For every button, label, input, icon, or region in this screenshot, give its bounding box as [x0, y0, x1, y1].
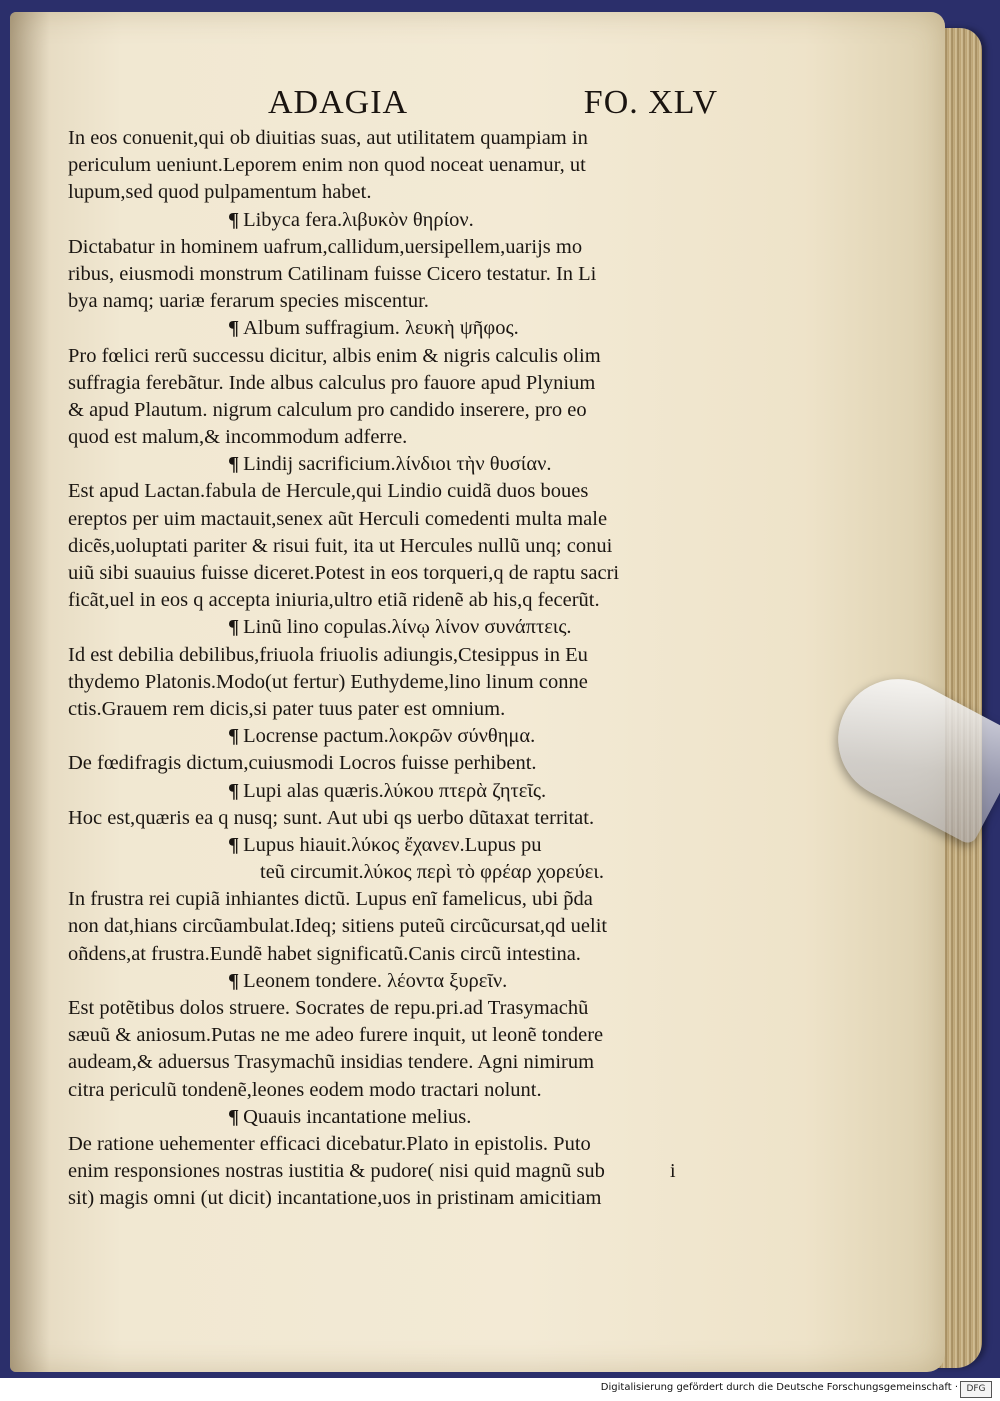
line-text: dicẽs,uoluptati pariter & risui fuit, ita ut Hercules nullũ unq; conui	[68, 534, 613, 557]
line-text: Libyca fera.λιβυκὸν θηρίον.	[243, 208, 474, 231]
line-text: Est potẽtibus dolos struere. Socrates de repu.pri.ad Trasymachũ	[68, 997, 589, 1019]
line-text: & apud Plautum. nigrum calculum pro candido inserere, pro eo	[68, 398, 587, 421]
pilcrow-icon: ¶	[228, 317, 240, 340]
text-block	[68, 125, 728, 1213]
pilcrow-icon: ¶	[228, 453, 240, 476]
lemma-line	[68, 723, 728, 750]
line-text: In frustra rei cupiã inhiantes dictũ. Lupus enĩ famelicus, ubi p̃da	[68, 888, 593, 911]
line-text: Lupus hiauit.λύκος ἔχανεν.Lupus pu	[243, 833, 542, 856]
line-text: Dictabatur in hominem uafrum,callidum,uersipellem,uarijs mo	[68, 235, 583, 258]
text-line	[68, 397, 728, 424]
text-line	[68, 1158, 728, 1185]
lemma-line	[68, 207, 728, 234]
line-text: De fœdifragis dictum,cuiusmodi Locros fuisse perhibent.	[68, 752, 537, 775]
line-text: Lindij sacrificium.λίνδιοι τὴν θυσίαν.	[243, 453, 552, 476]
pilcrow-icon: ¶	[228, 616, 240, 639]
line-text: Locrense pactum.λοκρῶν σύνθημα.	[243, 725, 536, 748]
lemma-line	[68, 968, 728, 995]
line-text: uiũ sibi suauius fuisse diceret.Potest in eos torqueri,q de raptu sacri	[68, 562, 620, 584]
text-line	[68, 125, 728, 152]
text-line	[68, 1077, 728, 1104]
line-text: suffragia ferebãtur. Inde albus calculus pro fauore apud Plynium	[68, 371, 596, 394]
text-line	[68, 587, 728, 614]
line-text: ficãt,uel in eos q accepta iniuria,ultro etiã ridenẽ ab his,q fecerũt.	[68, 589, 600, 612]
text-line	[68, 669, 728, 696]
text-line	[68, 424, 728, 451]
line-text: Lupi alas quæris.λύκου πτερὰ ζητεῖς.	[243, 779, 547, 802]
lemma-line	[68, 832, 728, 859]
dfg-logo: DFG	[960, 1381, 992, 1398]
text-line	[68, 560, 728, 587]
text-line	[68, 506, 728, 533]
lemma-line	[68, 451, 728, 478]
gutter-shadow	[10, 12, 50, 1372]
line-text: teũ circumit.λύκος περὶ τὸ φρέαρ χορεύει.	[260, 861, 605, 884]
line-text: De ratione uehementer efficaci dicebatur.Plato in epistolis. Puto	[68, 1132, 591, 1155]
text-line	[68, 1049, 728, 1076]
line-text: lupum,sed quod pulpamentum habet.	[68, 181, 372, 204]
line-text: ereptos per uim mactauit,senex aũt Herculi comedenti multa male	[68, 507, 608, 530]
text-line	[68, 288, 728, 315]
text-line	[68, 234, 728, 261]
line-text: ctis.Grauem rem dicis,si pater tuus pater est omnium.	[68, 697, 506, 720]
line-text: Hoc est,quæris ea q nusq; sunt. Aut ubi qs uerbo dũtaxat territat.	[68, 806, 595, 829]
pilcrow-icon: ¶	[228, 833, 240, 856]
text-line	[68, 261, 728, 288]
line-text: periculum ueniunt.Leporem enim non quod noceat uenamur, ut	[68, 154, 586, 177]
line-text: oñdens,at frustra.Eundẽ habet significatũ.Canis circũ intestina.	[68, 942, 581, 965]
text-line	[68, 1185, 728, 1212]
folio-number: FO. XLV	[583, 84, 718, 121]
text-line	[68, 859, 728, 886]
line-text: sit) magis omni (ut dicit) incantatione,uos in pristinam amicitiam	[68, 1187, 602, 1210]
pilcrow-icon: ¶	[228, 208, 240, 231]
line-text: enim responsiones nostras iustitia & pudore( nisi quid magnũ sub	[68, 1160, 605, 1183]
text-line	[68, 179, 728, 206]
line-text: citra periculũ tondenẽ,leones eodem modo tractari nolunt.	[68, 1078, 542, 1101]
line-text: Id est debilia debilibus,friuola friuolis adiungis,Ctesippus in Eu	[68, 643, 588, 666]
text-line	[68, 533, 728, 560]
lemma-line	[68, 1104, 728, 1131]
pilcrow-icon: ¶	[228, 969, 240, 992]
line-text: thydemo Platonis.Modo(ut fertur) Euthydeme,lino linum conne	[68, 670, 588, 693]
text-line	[68, 886, 728, 913]
line-text: ribus, eiusmodi monstrum Catilinam fuisse Cicero testatur. In Li	[68, 262, 597, 285]
text-line	[68, 913, 728, 940]
text-line	[68, 343, 728, 370]
text-line	[68, 152, 728, 179]
text-line	[68, 941, 728, 968]
line-text: Est apud Lactan.fabula de Hercule,qui Lindio cuidã duos boues	[68, 480, 589, 503]
header-title: ADAGIA	[268, 84, 409, 121]
funding-notice: Digitalisierung gefördert durch die Deutsche Forschungsgemeinschaft ·	[600, 1382, 958, 1393]
line-text: bya namq; uariæ ferarum species miscentur.	[68, 290, 429, 313]
line-text: audeam,& aduersus Trasymachũ insidias tendere. Agni nimirum	[68, 1051, 595, 1074]
text-line	[68, 370, 728, 397]
running-header	[268, 84, 718, 124]
line-text: Quauis incantatione melius.	[243, 1105, 472, 1128]
signature-mark: i	[670, 1160, 676, 1182]
lemma-line	[68, 614, 728, 641]
pilcrow-icon: ¶	[228, 779, 240, 802]
line-text: Album suffragium. λευκὴ ψῆφος.	[243, 317, 519, 340]
line-text: sæuũ & aniosum.Putas ne me adeo furere inquit, ut leonẽ tondere	[68, 1024, 604, 1047]
lemma-line	[68, 778, 728, 805]
text-line	[68, 696, 728, 723]
lemma-line	[68, 315, 728, 342]
text-line	[68, 478, 728, 505]
text-line	[68, 805, 728, 832]
line-text: non dat,hians circũambulat.Ideq; sitiens puteũ circũcursat,qd uelit	[68, 915, 608, 938]
text-line	[68, 1131, 728, 1158]
text-line	[68, 642, 728, 669]
text-line	[68, 750, 728, 777]
line-text: quod est malum,& incommodum adferre.	[68, 426, 408, 449]
line-text: Leonem tondere. λέοντα ξυρεῖν.	[243, 969, 508, 992]
line-text: Pro fœlici rerũ successu dicitur, albis enim & nigris calculis olim	[68, 344, 601, 367]
text-line	[68, 1022, 728, 1049]
pilcrow-icon: ¶	[228, 1105, 240, 1128]
line-text: In eos conuenit,qui ob diuitias suas, aut utilitatem quampiam in	[68, 127, 588, 149]
line-text: Linũ lino copulas.λίνῳ λίνον συνάπτεις.	[243, 616, 572, 639]
pilcrow-icon: ¶	[228, 725, 240, 748]
text-line	[68, 995, 728, 1022]
footer-bar	[0, 1378, 1000, 1401]
